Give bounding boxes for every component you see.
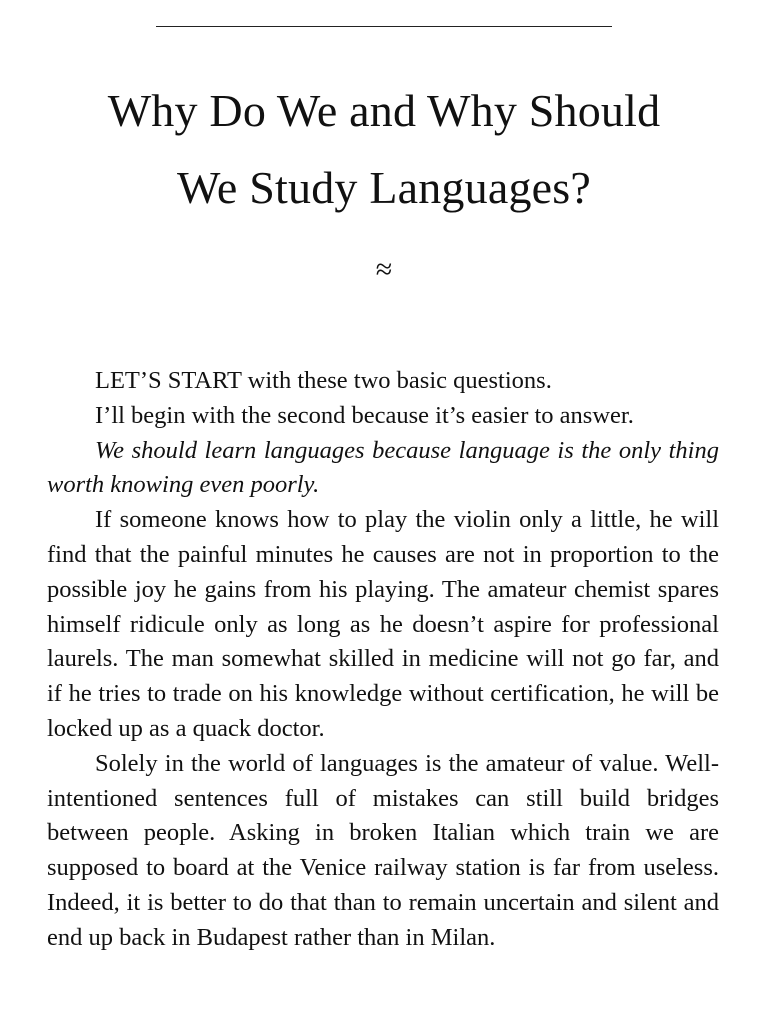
top-rule-divider <box>156 26 612 27</box>
chapter-body <box>47 364 719 956</box>
paragraph-second-question: I’ll begin with the second because it’s easier to answer. <box>95 401 634 429</box>
paragraph-intro: LET’S START with these two basic questions. <box>95 367 552 394</box>
chapter-title-line-1: Why Do We and Why Should <box>107 85 661 136</box>
paragraph-languages-amateur: Solely in the world of languages is the amateur of value. Well-intentioned sentences full of mistakes can still build bridges between people. Asking in broken Italian which train we are supposed to board at the Venice railway station is far from useless. Indeed, it is better to do that than to remain uncertain and silent and end up back in Budapest rather than in Milan. <box>47 749 719 951</box>
ornament-icon: ≈ <box>375 253 393 286</box>
paragraph-amateur-examples: If someone knows how to play the violin only a little, he will find that the painful minutes he causes are not in proportion to the possible joy he gains from his playing. The amateur chemist spares himself ridicule only as long as he doesn’t aspire for professional laurels. The man somewhat skilled in medicine will not go far, and if he tries to trade on his knowledge without certification, he will be locked up as a quack doctor. <box>47 506 719 742</box>
paragraph-thesis: We should learn languages because language is the only thing worth knowing even poorly. <box>47 436 719 499</box>
chapter-title-line-2: We Study Languages? <box>177 162 591 213</box>
chapter-title <box>40 72 728 226</box>
